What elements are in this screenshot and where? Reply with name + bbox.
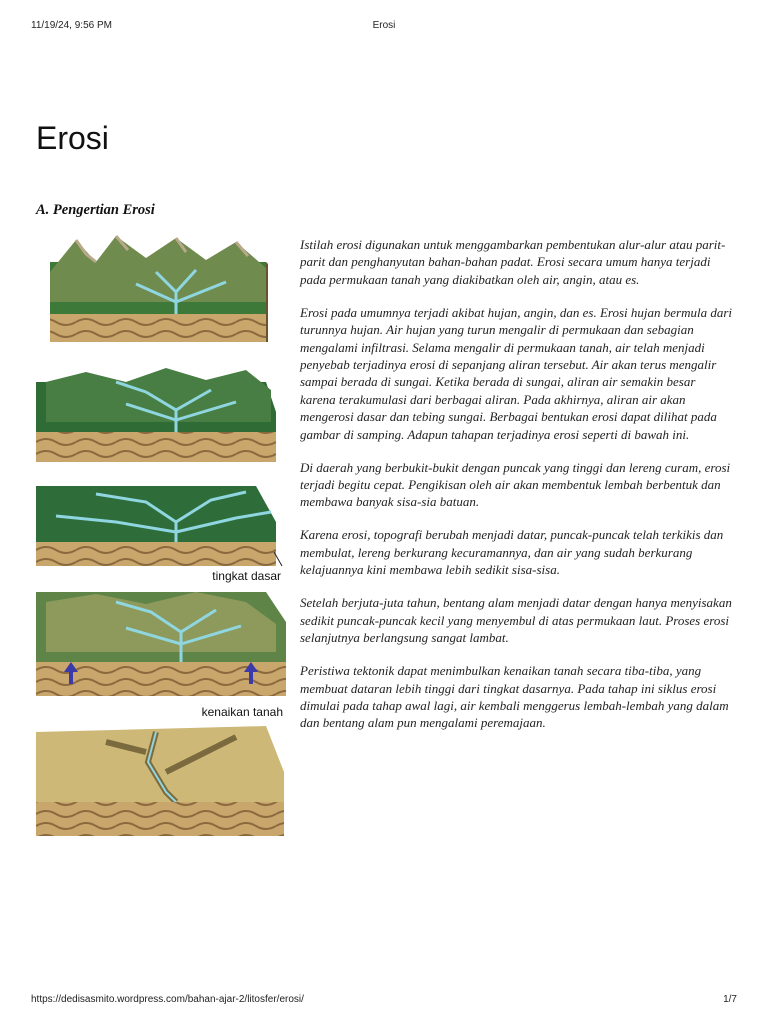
paragraph: Di daerah yang berbukit-bukit dengan puncak yang tinggi dan lereng curam, erosi terjadi begitu cepat. Pengikisan oleh air akan membentuk lembah berbentuk dan membawa banyak sisa-sia batuan. [300,459,731,510]
print-date: 11/19/24, 9:56 PM [31,20,112,31]
page-number: 1/7 [723,994,737,1005]
paragraph: Erosi pada umumnya terjadi akibat hujan, angin, dan es. Erosi hujan bermula dari turunnya hujan. Air hujan yang turun mengalir di permukaan dan sebagian mengalami infiltrasi. Selama mengalir di permukaan tanah, air telah menjadi penyebab terjadinya erosi di sepanjang aliran tersebut. Air akan terus mengalir sampai berada di sungai. Ketika berada di sungai, aliran air semakin besar karena terakumulasi dari berbagai aliran. Pada akhirnya, aliran air akan mengerosi dasar dan tebing sungai. Berbagai bentukan erosi dapat dilihat pada gambar di samping. Adapun tahapan terjadinya erosi seperti di bawah ini. [300,304,732,442]
print-header [31,20,737,34]
print-title: Erosi [372,20,396,31]
paragraph: Setelah berjuta-juta tahun, bentang alam menjadi datar dengan hanya menyisakan sedikit puncak-puncak kecil yang menyembul di atas permukaan laut. Proses erosi selanjutnya berlangsung sangat lambat. [300,595,732,646]
label-base-level: tingkat dasar [212,569,281,583]
label-uplift: kenaikan tanah [201,705,283,719]
paragraph: Istilah erosi digunakan untuk menggambarkan pembentukan alur-alur atau parit-parit dan penghanyutan bahan-bahan padat. Erosi secara umum hanya terjadi pada permukaan tanah yang diakibatkan oleh air, angin, atau es. [300,237,726,287]
stage-1-block [50,236,268,342]
print-footer [31,994,737,1008]
stage-2-block [36,368,276,462]
body-text [300,236,734,747]
stage-4-block [36,592,286,719]
paragraph: Peristiwa tektonik dapat menimbulkan kenaikan tanah secara tiba-tiba, yang membuat dataran lebih tinggi dari tingkat dasarnya. Pada tahap ini siklus erosi dimulai pada tahap awal lagi, air kembali menggerus lembah-lembah yang dalam dan bentang alam pun mengalami peremajaan. [300,663,729,731]
source-url: https://dedisasmito.wordpress.com/bahan-ajar-2/litosfer/erosi/ [31,994,304,1005]
page-title: Erosi [36,120,109,156]
section-heading: A. Pengertian Erosi [36,202,155,218]
stage-5-block [36,726,284,836]
erosion-stages-figure [36,232,286,842]
stage-3-block [36,486,282,583]
paragraph: Karena erosi, topografi berubah menjadi datar, puncak-puncak telah terkikis dan membulat, lereng berkurang kecuramannya, dan air yang sudah berkurang kelajuannya kini membawa lebih sedikit sisa-sisa. [300,527,724,578]
